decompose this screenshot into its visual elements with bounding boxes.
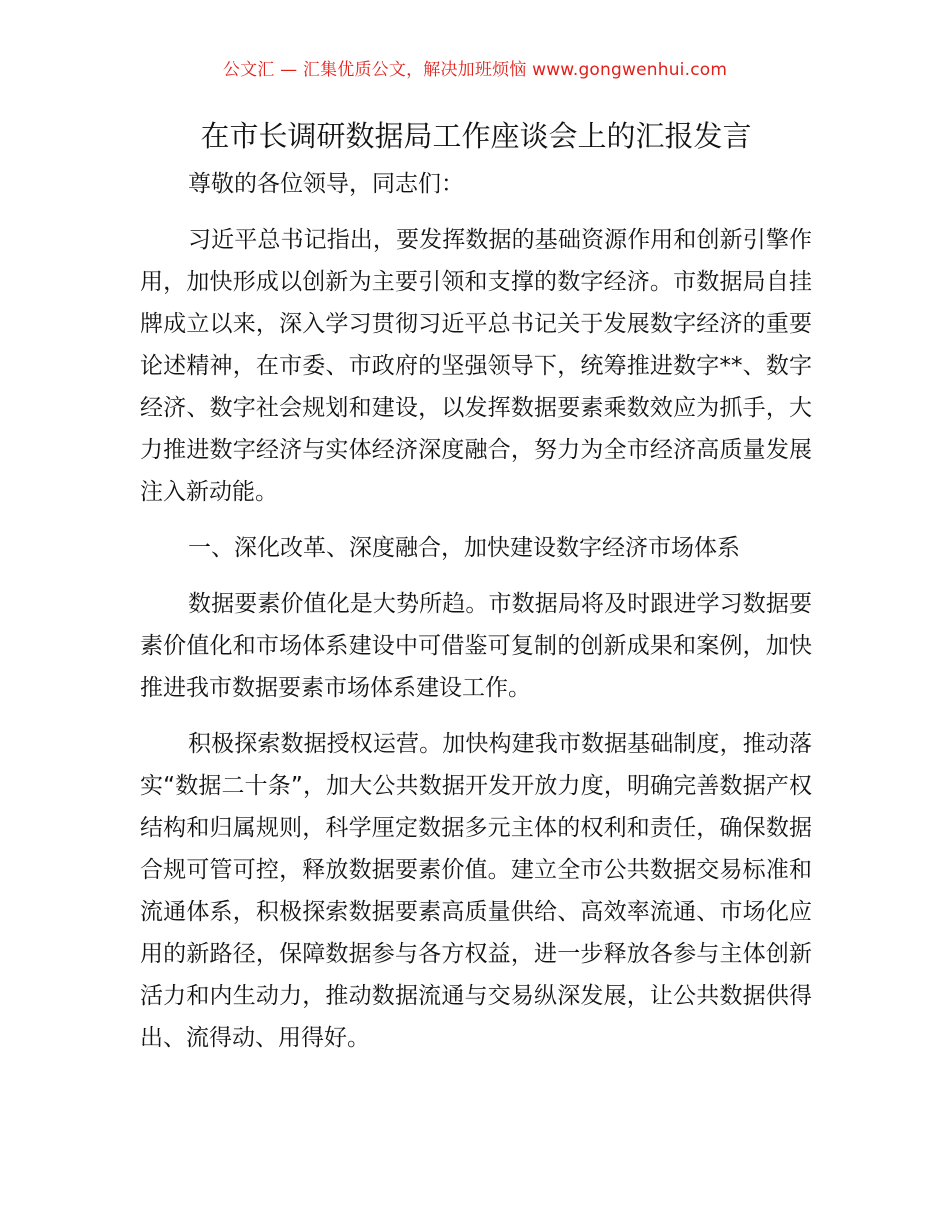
site-banner: 公文汇 — 汇集优质公文，解决加班烦恼 www.gongwenhui.com (222, 60, 728, 80)
section-heading-1: 一、深化改革、深度融合，加快建设数字经济市场体系 (188, 535, 740, 561)
document-title: 在市长调研数据局工作座谈会上的汇报发言 (200, 119, 752, 153)
body-paragraph: 积极探索数据授权运营。加快构建我市数据基础制度，推动落实“数据二十条”，加大公共数据开发开放力度，明确完善数据产权结构和归属规则，科学厘定数据多元主体的权利和责任，确保数据合规可管可控，释放数据要素价值。建立全市公共数据交易标准和流通体系，积极探索数据要素高质量供给、高效率流通、市场化应用的新路径，保障数据参与各方权益，进一步释放各参与主体创新活力和内生动力，推动数据流通与交易纵深发展，让公共数据供得出、流得动、用得好。 (140, 731, 812, 1051)
document-body (140, 112, 812, 1059)
salutation: 尊敬的各位领导，同志们： (188, 171, 464, 197)
intro-paragraph: 习近平总书记指出，要发挥数据的基础资源作用和创新引擎作用，加快形成以创新为主要引领和支撑的数字经济。市数据局自挂牌成立以来，深入学习贯彻习近平总书记关于发展数字经济的重要论述精神，在市委、市政府的坚强领导下，统筹推进数字**、数字经济、数字社会规划和建设，以发挥数据要素乘数效应为抓手，大力推进数字经济与实体经济深度融合，努力为全市经济高质量发展注入新动能。 (140, 227, 812, 505)
body-paragraph: 数据要素价值化是大势所趋。市数据局将及时跟进学习数据要素价值化和市场体系建设中可借鉴可复制的创新成果和案例，加快推进我市数据要素市场体系建设工作。 (140, 591, 812, 701)
